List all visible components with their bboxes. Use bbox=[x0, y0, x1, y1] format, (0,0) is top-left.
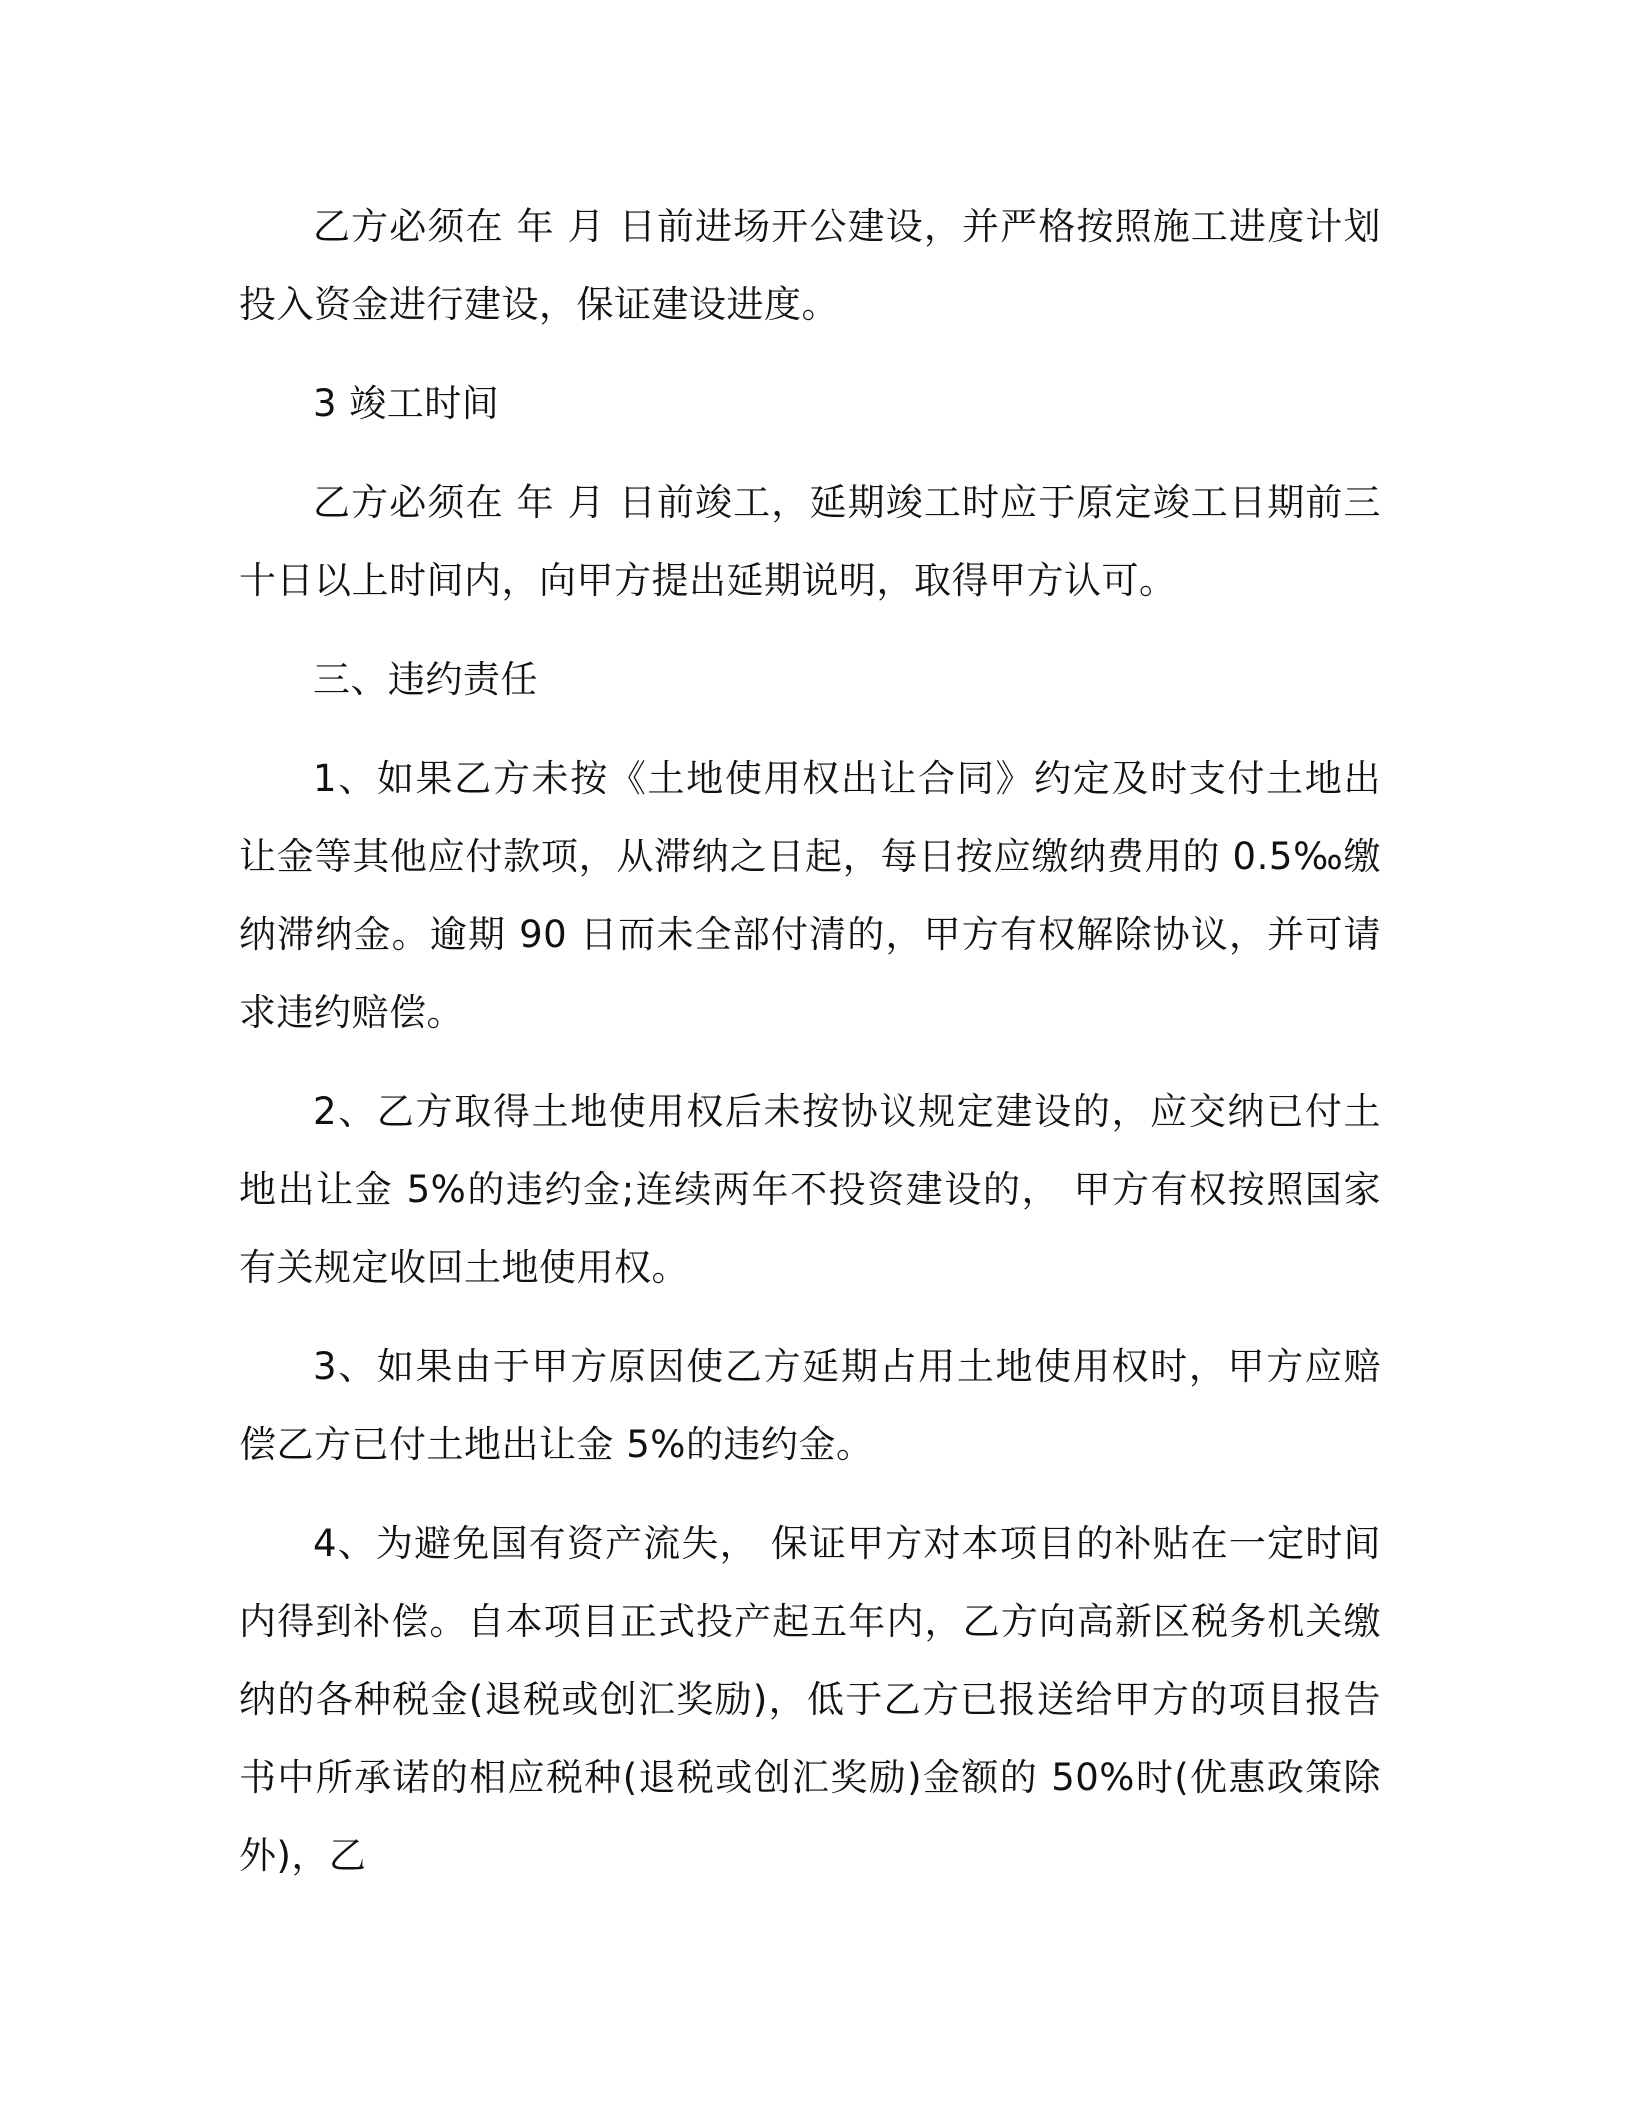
section-heading-completion-time: 3 竣工时间 bbox=[313, 382, 500, 425]
paragraph-clause-2: 2、乙方取得土地使用权后未按协议规定建设的，应交纳已付土地出让金 5%的违约金;连续两年不投资建设的， 甲方有权按照国家有关规定收回土地使用权。 bbox=[239, 1090, 1381, 1289]
section-heading-liability: 三、违约责任 bbox=[313, 658, 538, 701]
paragraph-clause-1: 1、如果乙方未按《土地使用权出让合同》约定及时支付土地出让金等其他应付款项，从滞纳之日起，每日按应缴纳费用的 0.5‰缴纳滞纳金。逾期 90 日而未全部付清的，甲方有权解除协议，并可请求违约赔偿。 bbox=[239, 757, 1381, 1034]
document-body bbox=[239, 188, 1381, 1916]
paragraph-clause-4: 4、为避免国有资产流失， 保证甲方对本项目的补贴在一定时间内得到补偿。自本项目正式投产起五年内，乙方向高新区税务机关缴纳的各种税金(退税或创汇奖励)，低于乙方已报送给甲方的项目报告书中所承诺的相应税种(退税或创汇奖励)金额的 50%时(优惠政策除外)，乙 bbox=[239, 1522, 1381, 1877]
paragraph-start-build: 乙方必须在 年 月 日前进场开公建设，并严格按照施工进度计划投入资金进行建设，保证建设进度。 bbox=[239, 205, 1381, 326]
paragraph-clause-3: 3、如果由于甲方原因使乙方延期占用土地使用权时，甲方应赔偿乙方已付土地出让金 5%的违约金。 bbox=[239, 1345, 1381, 1466]
paragraph-completion-deadline: 乙方必须在 年 月 日前竣工，延期竣工时应于原定竣工日期前三十日以上时间内，向甲方提出延期说明，取得甲方认可。 bbox=[239, 481, 1381, 602]
